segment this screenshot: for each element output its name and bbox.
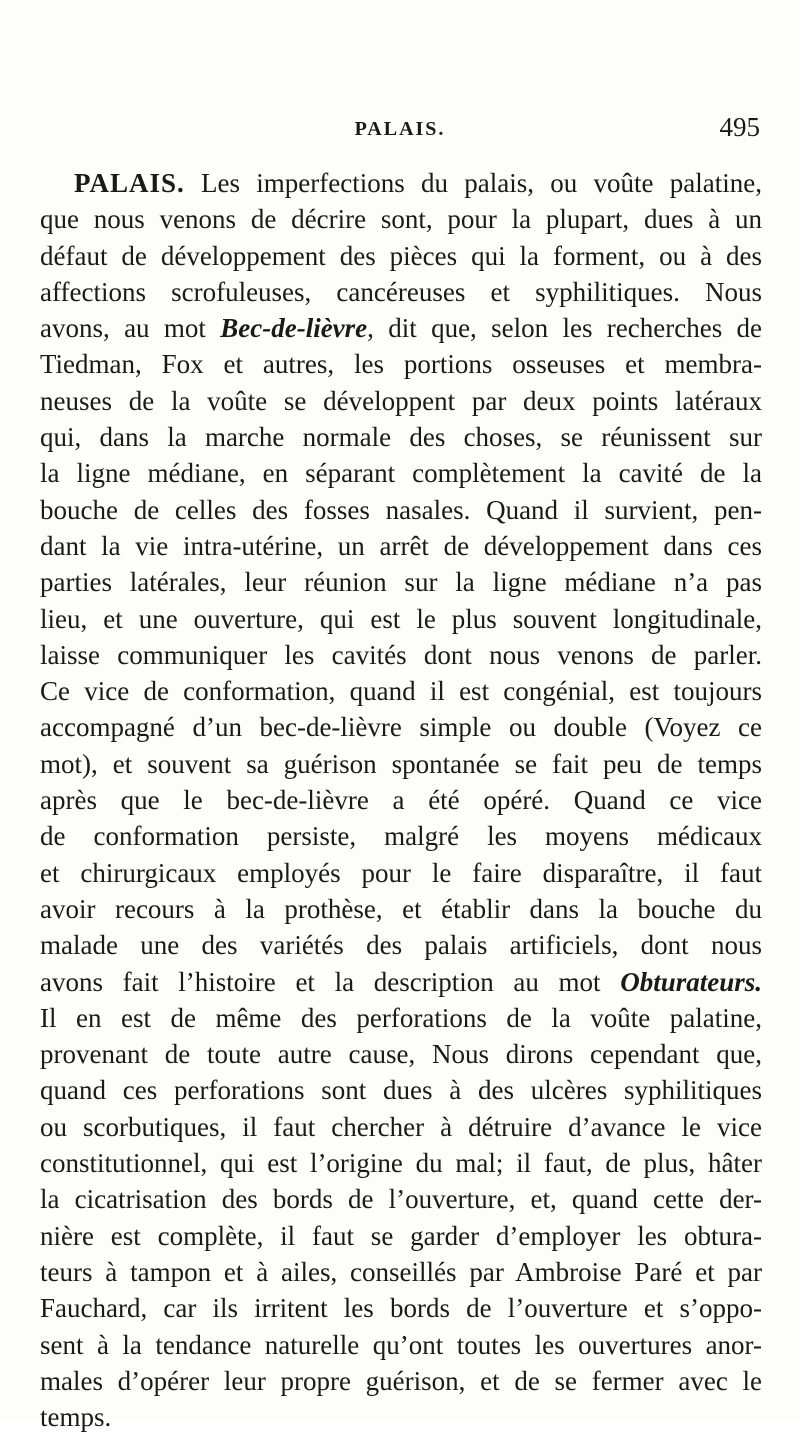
text-line: constitutionnel, qui est l’origine du mal; il faut, de plus, hâter <box>40 1148 762 1179</box>
text-line: après que le bec-de-lièvre a été opéré. Quand ce vice <box>40 785 762 816</box>
text-line: avons fait l’histoire et la description au mot Obturateurs. <box>40 966 762 997</box>
page-number: 495 <box>719 112 760 142</box>
text-line: que nous venons de décrire sont, pour la plupart, dues à un <box>40 204 762 235</box>
text-line: bouche de celles des fosses nasales. Quand il survient, pen- <box>40 494 762 525</box>
text-line: dant la vie intra-utérine, un arrêt de développement dans ces <box>40 530 762 561</box>
text-line: teurs à tampon et à ailes, conseillés par Ambroise Paré et par <box>40 1256 762 1287</box>
text-line: défaut de développement des pièces qui la forment, ou à des <box>40 240 762 271</box>
text-line: quand ces perforations sont dues à des ulcères syphilitiques <box>40 1075 762 1106</box>
text-line: nière est complète, il faut se garder d’employer les obtura- <box>40 1220 762 1251</box>
text-line: avoir recours à la prothèse, et établir dans la bouche du <box>40 893 762 924</box>
page-header <box>40 112 760 148</box>
text-line: avons, au mot Bec-de-lièvre, dit que, selon les recherches de <box>40 313 762 344</box>
text-line: sent à la tendance naturelle qu’ont toutes les ouvertures anor- <box>40 1329 762 1360</box>
text-line: lieu, et une ouverture, qui est le plus souvent longitudinale, <box>40 603 762 634</box>
text-line: malade une des variétés des palais artificiels, dont nous <box>40 930 762 961</box>
text-line: et chirurgicaux employés pour le faire disparaître, il faut <box>40 857 762 888</box>
text-line: accompagné d’un bec-de-lièvre simple ou double (Voyez ce <box>40 712 762 743</box>
article-body <box>40 165 762 1435</box>
text-line: provenant de toute autre cause, Nous dirons cependant que, <box>40 1039 762 1070</box>
text-line: la cicatrisation des bords de l’ouverture, et, quand cette der- <box>40 1184 762 1215</box>
text-line: Ce vice de conformation, quand il est congénial, est toujours <box>40 676 762 707</box>
text-line: temps. <box>40 1402 112 1433</box>
text-line: parties latérales, leur réunion sur la ligne médiane n’a pas <box>40 567 762 598</box>
cross-reference: Obturateurs. <box>620 966 762 997</box>
text-line: mot), et souvent sa guérison spontanée se fait peu de temps <box>40 748 762 779</box>
text-line: Il en est de même des perforations de la voûte palatine, <box>40 1002 762 1033</box>
text-line: laisse communiquer les cavités dont nous venons de parler. <box>40 639 762 670</box>
text-line: Tiedman, Fox et autres, les portions osseuses et membra- <box>40 349 762 380</box>
text-line: PALAIS. Les imperfections du palais, ou voûte palatine, <box>74 168 762 198</box>
text-line: qui, dans la marche normale des choses, se réunissent sur <box>40 422 762 453</box>
text-line: affections scrofuleuses, cancéreuses et syphilitiques. Nous <box>40 276 762 307</box>
text-line: de conformation persiste, malgré les moyens médicaux <box>40 821 762 852</box>
cross-reference: Bec-de-lièvre <box>220 313 368 344</box>
text-line: males d’opérer leur propre guérison, et de se fermer avec le <box>40 1365 762 1396</box>
text-line: neuses de la voûte se développent par deux points latéraux <box>40 385 762 416</box>
running-head: PALAIS. <box>354 118 446 140</box>
text-line: la ligne médiane, en séparant complètement la cavité de la <box>40 458 762 489</box>
entry-headword: PALAIS. <box>74 168 185 198</box>
text-line: Fauchard, car ils irritent les bords de l’ouverture et s’oppo- <box>40 1293 762 1324</box>
text-line: ou scorbutiques, il faut chercher à détruire d’avance le vice <box>40 1111 762 1142</box>
